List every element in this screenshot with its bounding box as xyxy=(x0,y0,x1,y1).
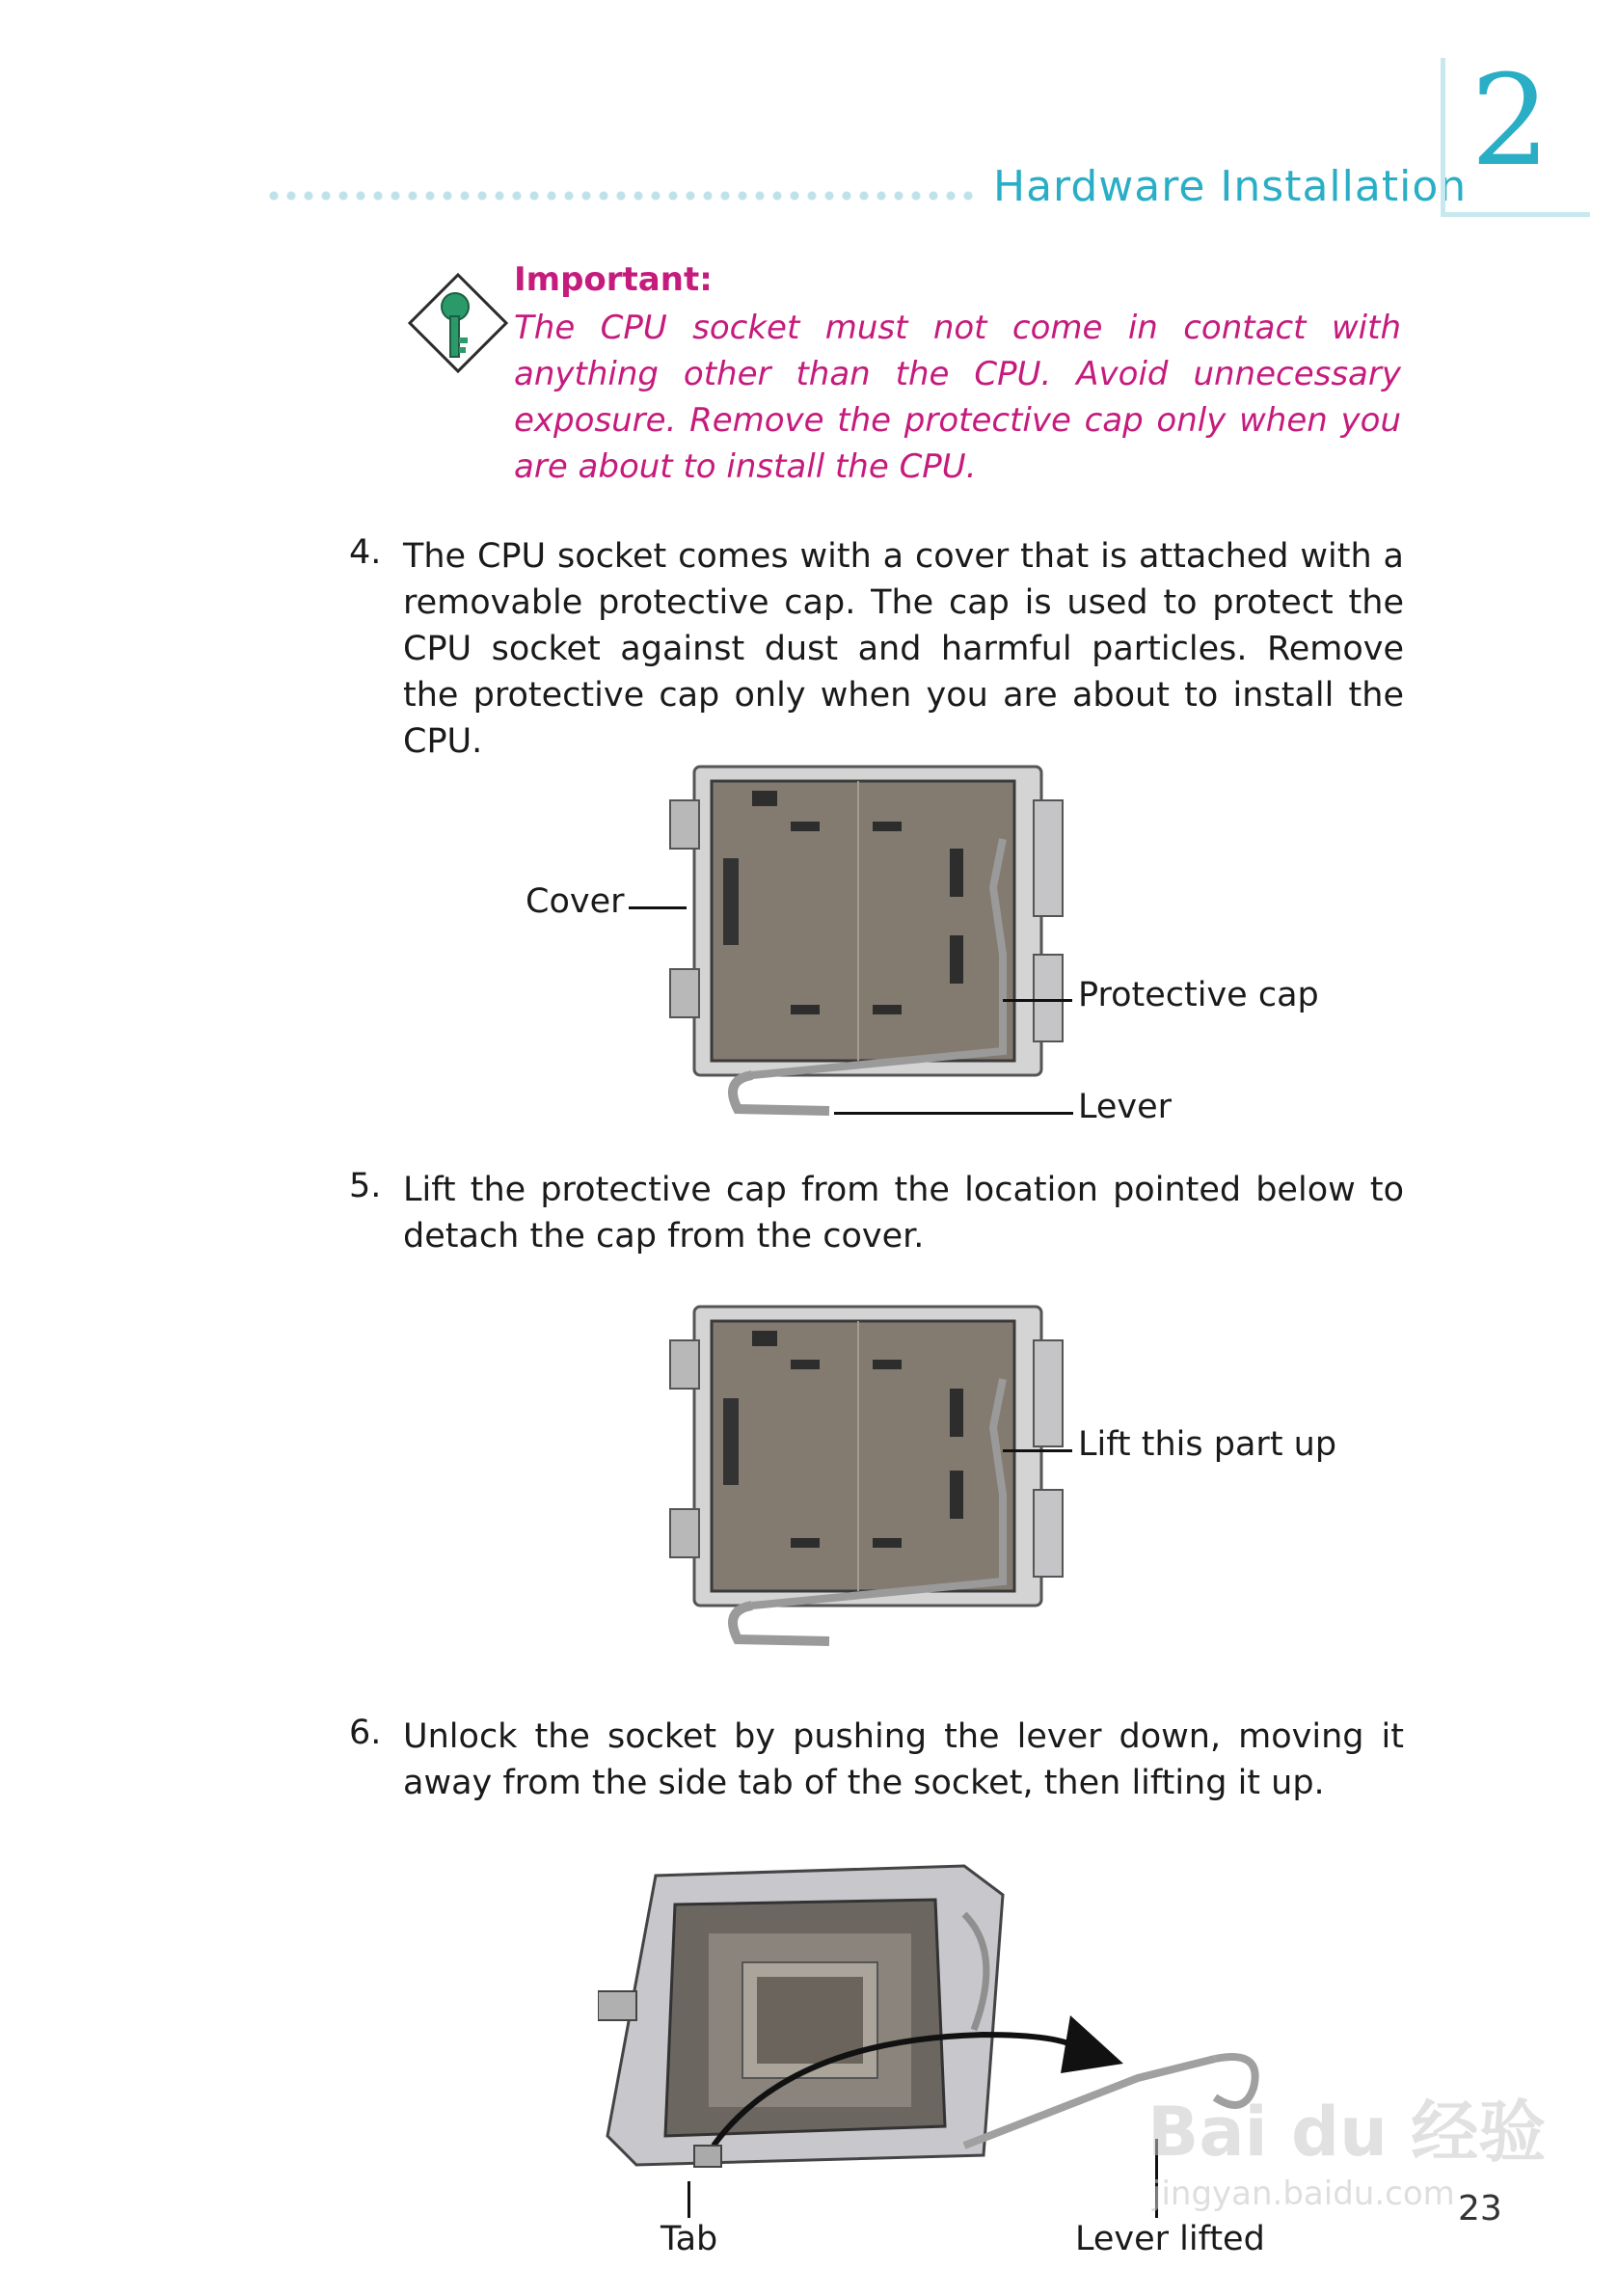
step-5-text: Lift the protective cap from the location pointed below to detach the cap from the cover. xyxy=(403,1171,1404,1256)
chapter-number: 2 xyxy=(1470,47,1551,194)
page-number: 23 xyxy=(1458,2189,1502,2228)
step-4-text: The CPU socket comes with a cover that is attached with a removable protective cap. The cap is used to protect the CPU socket against dust and harmful particles. Remove the protective cap only when you are about to install the CPU. xyxy=(403,537,1404,761)
watermark-url: jingyan.baidu.com xyxy=(1152,2174,1455,2213)
label-lever: Lever xyxy=(1078,1088,1173,1126)
cpu-socket-photo-1 xyxy=(665,762,1070,1138)
leader-lift xyxy=(1003,1449,1072,1452)
important-text: The CPU socket must not come in contact with anything other than the CPU. Avoid unnecessary exposure. Remove the protective cap only when you are about to install the CPU. xyxy=(514,309,1401,486)
important-title: Important: xyxy=(514,260,713,299)
leader-lever xyxy=(834,1112,1073,1115)
header-dots xyxy=(265,189,979,203)
step-6-text: Unlock the socket by pushing the lever down, moving it away from the side tab of the socket, then lifting it up. xyxy=(403,1717,1404,1802)
step-6-number: 6. xyxy=(349,1714,382,1752)
leader-cover xyxy=(629,906,687,909)
label-lever-lifted: Lever lifted xyxy=(1075,2220,1265,2258)
step-5-number: 5. xyxy=(349,1167,382,1205)
leader-protective-cap xyxy=(1003,999,1072,1002)
label-cover: Cover xyxy=(526,882,625,921)
label-lift-this-part-up: Lift this part up xyxy=(1078,1425,1337,1464)
cpu-socket-photo-2 xyxy=(665,1302,1070,1668)
watermark-brand: Bai du 经验 xyxy=(1147,2093,1547,2172)
step-4-number: 4. xyxy=(349,533,382,572)
section-title: Hardware Installation xyxy=(993,162,1468,211)
leader-tab xyxy=(688,2181,690,2218)
label-tab: Tab xyxy=(661,2220,718,2258)
key-icon xyxy=(405,270,511,376)
label-protective-cap: Protective cap xyxy=(1078,976,1319,1014)
